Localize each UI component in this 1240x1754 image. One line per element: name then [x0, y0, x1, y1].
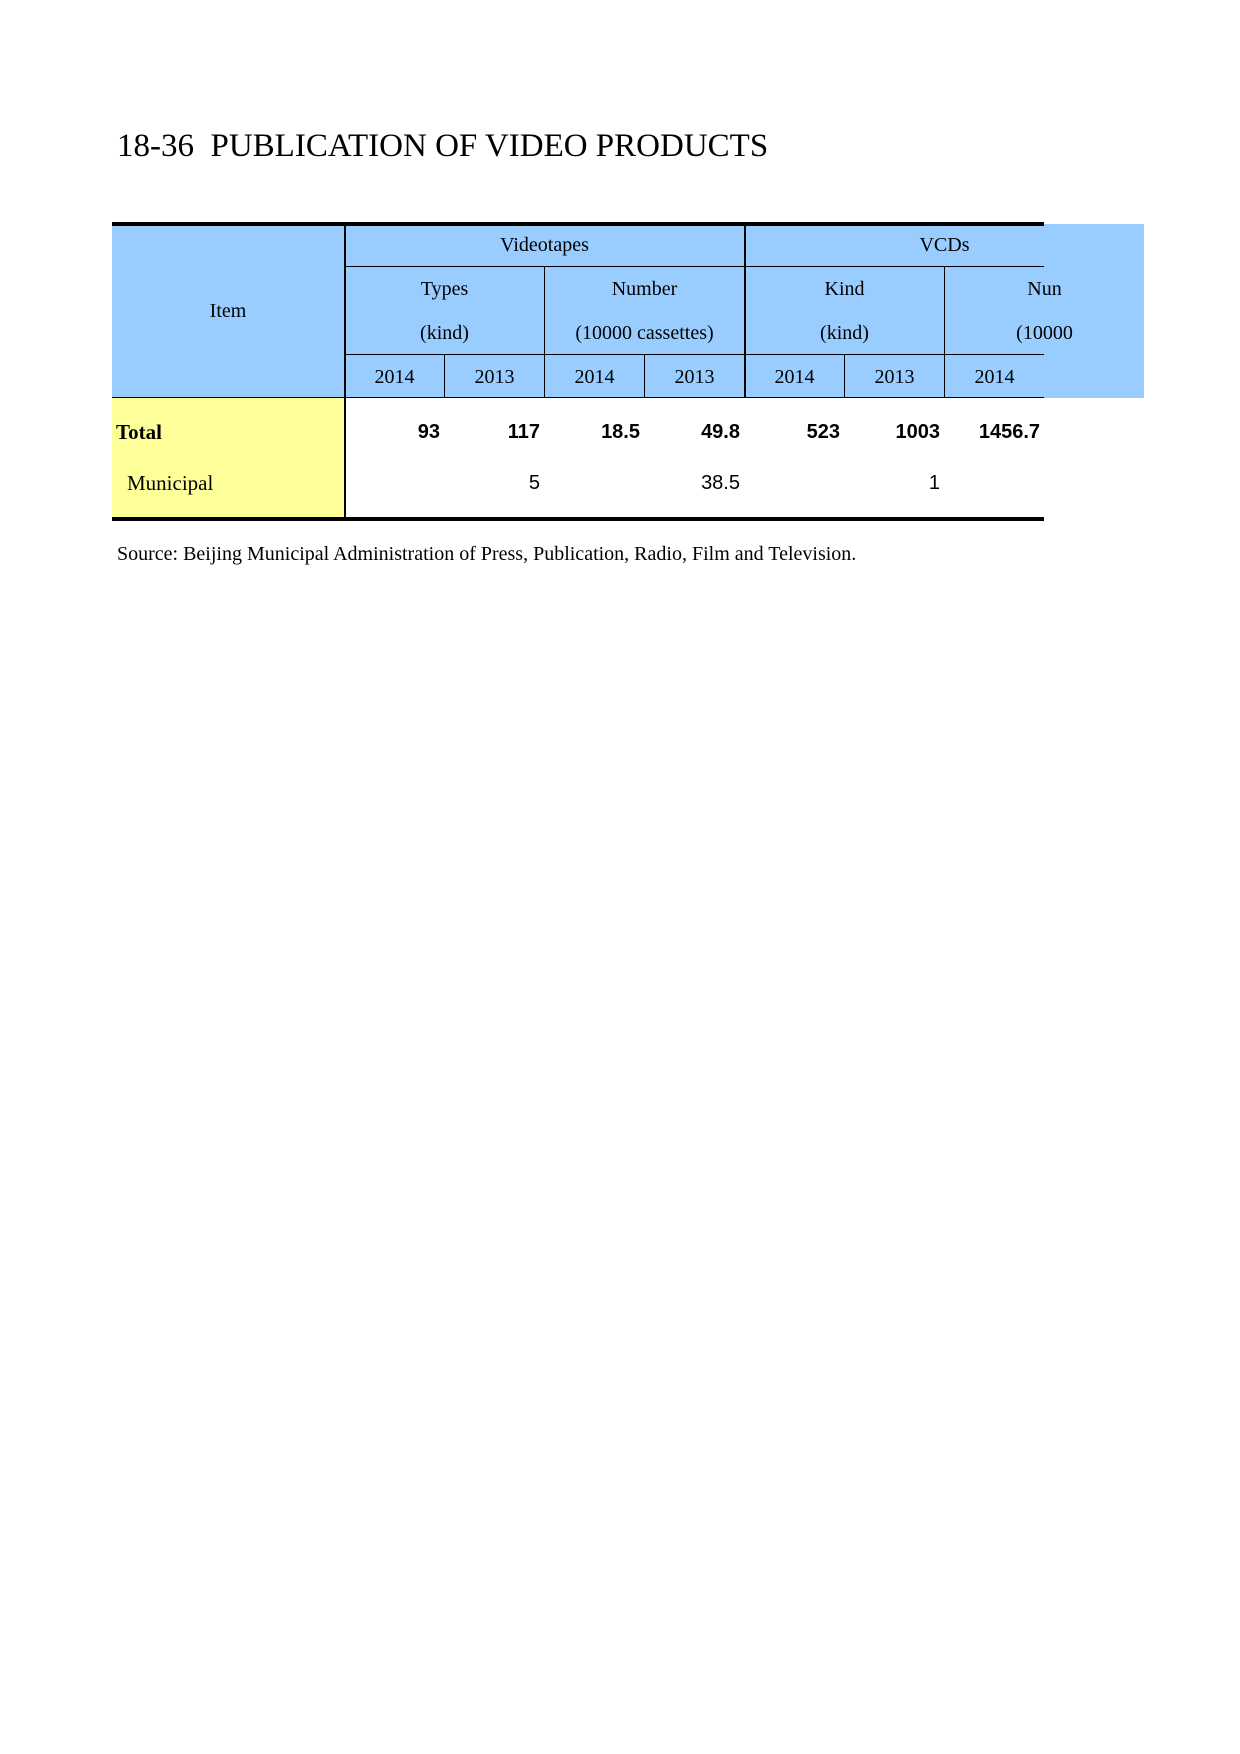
table-top-rule [112, 222, 1044, 226]
table-cell: 18.5 [601, 421, 640, 443]
header-rule [345, 266, 1044, 267]
group-header-vcds: VCDs [919, 233, 970, 256]
year-header: 2014 [574, 365, 615, 388]
header-rule [112, 397, 1044, 398]
year-header: 2014 [774, 365, 815, 388]
subheader-name: Nun [1027, 277, 1062, 300]
header-rule [345, 354, 1044, 355]
group-header-videotapes: Videotapes [500, 233, 589, 256]
table-bottom-rule [112, 517, 1044, 521]
table-cell: 117 [507, 421, 540, 443]
table-cell: 1003 [895, 421, 940, 443]
year-header: 2013 [474, 365, 515, 388]
column-rule [844, 354, 845, 398]
table-cell: 93 [417, 421, 440, 443]
column-rule [944, 266, 945, 398]
subheader-name: Number [611, 277, 678, 300]
subheader-unit: (kind) [420, 321, 469, 344]
table-cell: 5 [528, 472, 540, 494]
table-cell: 1456.7 [978, 421, 1040, 443]
year-header: 2014 [374, 365, 415, 388]
column-rule [544, 266, 545, 398]
row-label-municipal: Municipal [127, 471, 214, 495]
column-rule [744, 224, 746, 398]
table-cell: 38.5 [701, 472, 740, 494]
subheader-name: Kind [824, 277, 865, 300]
column-rule [644, 354, 645, 398]
row-label-column [112, 398, 344, 519]
table-cell: 1 [928, 472, 940, 494]
year-header: 2013 [674, 365, 715, 388]
table-cell: 49.8 [701, 421, 740, 443]
column-rule [444, 354, 445, 398]
source-note: Source: Beijing Municipal Administration of Press, Publication, Radio, Film and Television. [117, 543, 857, 565]
subheader-name: Types [420, 277, 469, 300]
item-header: Item [209, 299, 247, 322]
subheader-unit: (kind) [820, 321, 869, 344]
row-label-total: Total [116, 420, 162, 444]
year-header: 2014 [974, 365, 1015, 388]
subheader-unit: (10000 [1016, 321, 1073, 344]
year-header: 2013 [874, 365, 915, 388]
table-cell: 523 [806, 421, 840, 443]
page-title: 18-36 PUBLICATION OF VIDEO PRODUCTS [117, 128, 769, 164]
subheader-unit: (10000 cassettes) [575, 321, 714, 344]
column-rule [344, 224, 346, 519]
